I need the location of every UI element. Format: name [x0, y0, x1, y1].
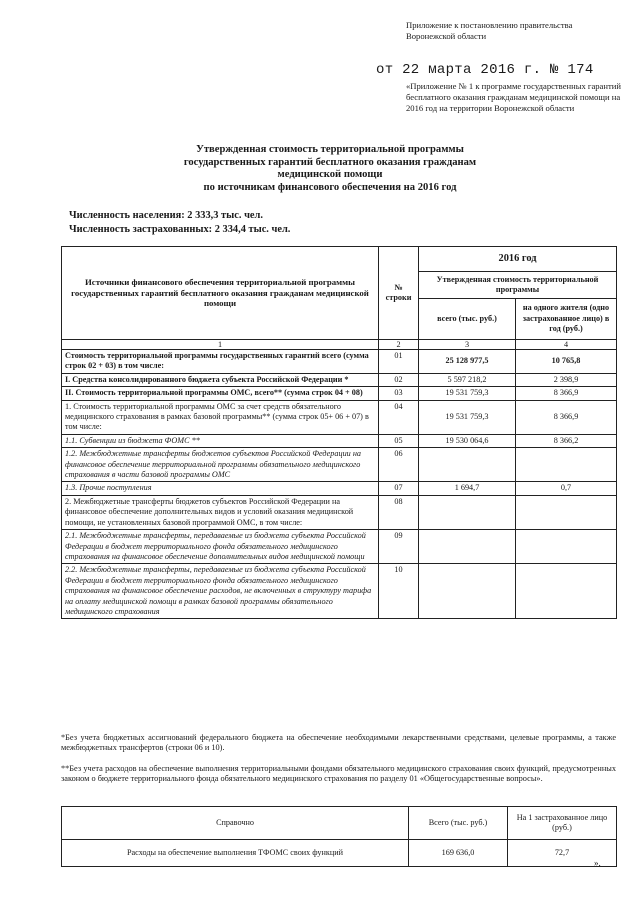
- row-total: 19 531 759,3: [419, 400, 516, 434]
- row-number: 06: [379, 448, 419, 482]
- row-per-capita: 0,7: [516, 482, 617, 495]
- reference-table: [61, 806, 617, 867]
- reference-row: [62, 840, 617, 867]
- row-total: [419, 448, 516, 482]
- row-label: I. Средства консолидированного бюджета субъекта Российской Федерации *: [62, 373, 379, 386]
- header-source: Источники финансового обеспечения территориальной программы государственных гарантий бесплатного оказания гражданам медицинской помощи: [62, 247, 379, 340]
- appendix-note: «Приложение № 1 к программе государственных гарантий бесплатного оказания гражданам медицинской помощи на 2016 год на территории Воронежской области: [406, 81, 621, 113]
- col-index: 2: [379, 340, 419, 350]
- col-index: 3: [419, 340, 516, 350]
- table-row: [62, 400, 617, 434]
- row-number: 04: [379, 400, 419, 434]
- row-number: 02: [379, 373, 419, 386]
- column-index-row: [62, 340, 617, 350]
- title-line: по источникам финансового обеспечения на 2016 год: [203, 181, 457, 193]
- table-row: [62, 448, 617, 482]
- row-number: 07: [379, 482, 419, 495]
- table-row: [62, 387, 617, 400]
- ref-header-total: Всего (тыс. руб.): [409, 807, 508, 840]
- row-label: II. Стоимость территориальной программы ОМС, всего** (сумма строк 04 + 08): [62, 387, 379, 400]
- ref-header-per-insured: На 1 застрахованное лицо (руб.): [508, 807, 617, 840]
- row-total: 19 531 759,3: [419, 387, 516, 400]
- title-line: медицинской помощи: [277, 169, 383, 181]
- row-label: Стоимость территориальной программы государственных гарантий всего (сумма строк 02 + 03) в том числе:: [62, 350, 379, 374]
- decree-date-stamp: от 22 марта 2016 г. № 174: [376, 62, 594, 78]
- col-index: 1: [62, 340, 379, 350]
- table-row: [62, 482, 617, 495]
- row-per-capita: [516, 495, 617, 529]
- row-per-capita: 2 398,9: [516, 373, 617, 386]
- footnote-oms: **Без учета расходов на обеспечение выполнения территориальными фондами обязательного медицинского страхования своих функций, предусмотренных законом о бюджете территориального фонда обязательного медицинского страхования по разделу 01 «Общегосударственные вопросы».: [61, 764, 616, 784]
- row-per-capita: [516, 564, 617, 619]
- col-index: 4: [516, 340, 617, 350]
- row-label: 1.2. Межбюджетные трансферты бюджетов субъектов Российской Федерации на финансовое обеспечение территориальной программы обязательного медицинского страхования в части базовой программы ОМС: [62, 448, 379, 482]
- row-total: [419, 530, 516, 564]
- ref-header-label: Справочно: [62, 807, 409, 840]
- table-row: [62, 564, 617, 619]
- row-total: 1 694,7: [419, 482, 516, 495]
- title-line: государственных гарантий бесплатного оказания гражданам: [183, 156, 477, 168]
- ref-row-total: 169 636,0: [409, 840, 508, 867]
- ref-row-per-insured: 72,7: [508, 840, 617, 867]
- row-number: 10: [379, 564, 419, 619]
- table-row: [62, 530, 617, 564]
- closing-quote: ».: [594, 858, 601, 868]
- row-label: 2.1. Межбюджетные трансферты, передаваемые из бюджета субъекта Российской Федерации в бюджет территориального фонда обязательного медицинского страхования на финансовое обеспечение дополнительных видов медицинской помощи: [62, 530, 379, 564]
- row-per-capita: [516, 530, 617, 564]
- population-total: Численность населения: 2 333,3 тыс. чел.: [69, 210, 263, 221]
- row-number: 03: [379, 387, 419, 400]
- row-per-capita: [516, 448, 617, 482]
- row-total: 25 128 977,5: [419, 350, 516, 374]
- row-per-capita: 8 366,9: [516, 400, 617, 434]
- row-number: 05: [379, 434, 419, 447]
- row-total: 5 597 218,2: [419, 373, 516, 386]
- row-label: 1.1. Субвенции из бюджета ФОМС **: [62, 434, 379, 447]
- reference-header-row: [62, 807, 617, 840]
- population-insured: Численность застрахованных: 2 334,4 тыс. чел.: [69, 224, 291, 235]
- ref-row-label: Расходы на обеспечение выполнения ТФОМС своих функций: [62, 840, 409, 867]
- row-total: [419, 495, 516, 529]
- row-label: 1. Стоимость территориальной программы ОМС за счет средств обязательного медицинского страхования в рамках базовой программы** (сумма строк 05+ 06 + 07) в том числе:: [62, 400, 379, 434]
- table-header-row: [62, 247, 617, 272]
- table-row: [62, 350, 617, 374]
- title-line: Утвержденная стоимость территориальной программы: [196, 144, 464, 155]
- row-number: 01: [379, 350, 419, 374]
- header-approved: Утвержденная стоимость территориальной программы: [419, 272, 617, 299]
- header-total: всего (тыс. руб.): [419, 299, 516, 340]
- row-total: 19 530 064,6: [419, 434, 516, 447]
- row-total: [419, 564, 516, 619]
- table-row: [62, 434, 617, 447]
- document-title: [150, 144, 510, 194]
- row-per-capita: 8 366,2: [516, 434, 617, 447]
- header-line-no: № строки: [379, 247, 419, 340]
- row-number: 09: [379, 530, 419, 564]
- row-label: 2.2. Межбюджетные трансферты, передаваемые из бюджета субъекта Российской Федерации в бюджет территориального фонда обязательного медицинского страхования на финансовое обеспечение расходов, не включенных в структуру тарифа на оплату медицинской помощи в рамках базовой программы обязательного медицинского страхования: [62, 564, 379, 619]
- footnote-budget: *Без учета бюджетных ассигнований федерального бюджета на обеспечение необходимыми лекарственными средствами, целевые программы, а также межбюджетных трансфертов (строки 06 и 10).: [61, 733, 616, 753]
- table-row: [62, 373, 617, 386]
- header-year: 2016 год: [419, 247, 617, 272]
- row-label: 2. Межбюджетные трансферты бюджетов субъектов Российской Федерации на финансовое обеспечение дополнительных видов и условий оказания медицинской помощи, не установленных базовой программой ОМС, в том числе:: [62, 495, 379, 529]
- table-row: [62, 495, 617, 529]
- row-label: 1.3. Прочие поступления: [62, 482, 379, 495]
- cost-table: [61, 246, 617, 619]
- row-number: 08: [379, 495, 419, 529]
- row-per-capita: 10 765,8: [516, 350, 617, 374]
- row-per-capita: 8 366,9: [516, 387, 617, 400]
- header-per-capita: на одного жителя (одно застрахованное лицо) в год (руб.): [516, 299, 617, 340]
- appendix-caption: Приложение к постановлению правительства Воронежской области: [406, 20, 573, 41]
